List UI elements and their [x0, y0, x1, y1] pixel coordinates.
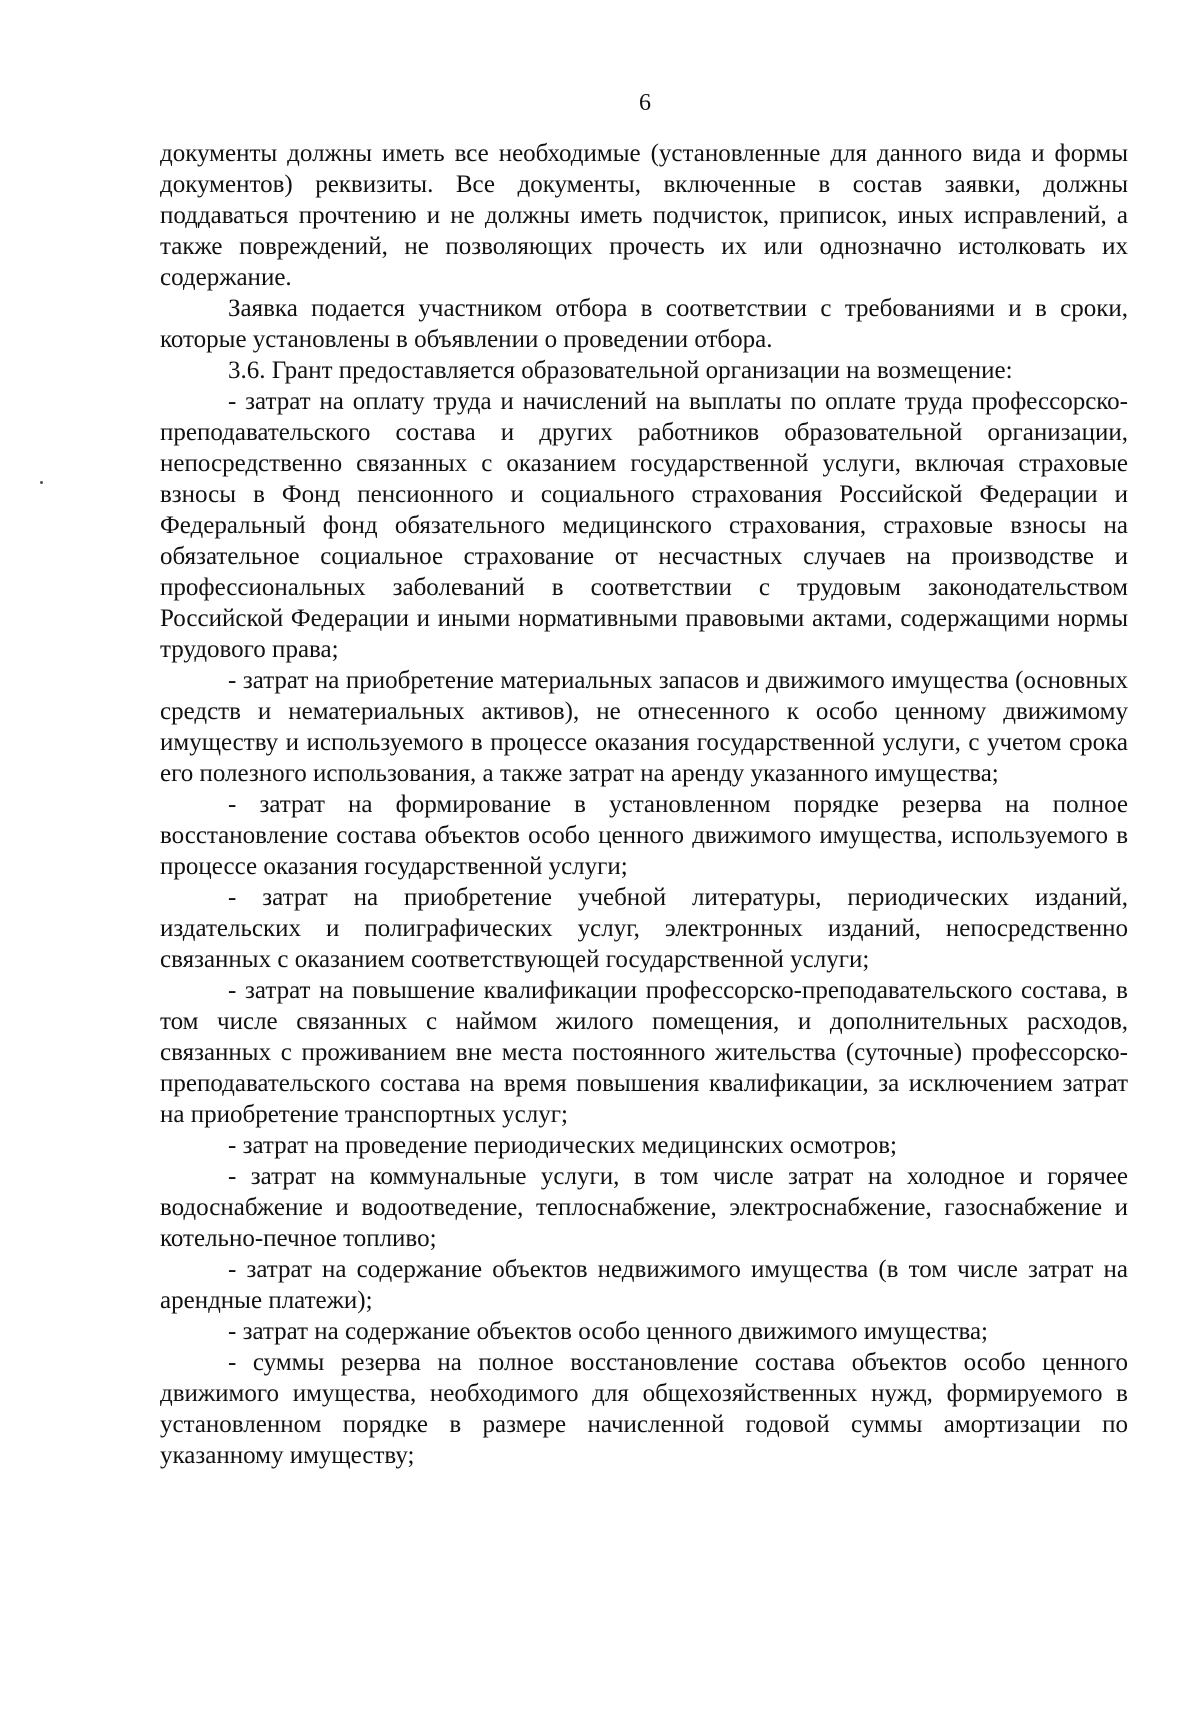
paragraph-section-3-6: 3.6. Грант предоставляется образовательной организации на возмещение:	[228, 357, 1013, 384]
paragraph-application-submission: Заявка подается участником отбора в соответствии с требованиями и в сроки, которые установлены в объявлении о проведении отбора.	[160, 295, 1128, 353]
list-item-real-estate-maintenance: - затрат на содержание объектов недвижимого имущества (в том числе затрат на арендные платежи);	[160, 1256, 1128, 1314]
list-item-valuable-property-maintenance: - затрат на содержание объектов особо ценного движимого имущества;	[228, 1318, 988, 1345]
list-item-qualification-improvement: - затрат на повышение квалификации профессорско-преподавательского состава, в том числе связанных с наймом жилого помещения, и дополнительных расходов, связанных с проживанием вне места постоянного жительства (суточные) профессорско-преподавательского состава на время повышения квалификации, за исключением затрат на приобретение транспортных услуг;	[160, 977, 1128, 1128]
list-item-restoration-reserve: - суммы резерва на полное восстановление состава объектов особо ценного движимого имущества, необходимого для общехозяйственных нужд, формируемого в установленном порядке в размере начисленной годовой суммы амортизации по указанному имуществу;	[160, 1349, 1128, 1469]
page-number: 6	[639, 90, 651, 116]
list-item-labor-costs: - затрат на оплату труда и начислений на выплаты по оплате труда профессорско-преподавательского состава и других работников образовательной организации, непосредственно связанных с оказанием государственной услуги, включая страховые взносы в Фонд пенсионного и социального страхования Российской Федерации и Федеральный фонд обязательного медицинского страхования, страховые взносы на обязательное социальное страхование от несчастных случаев на производстве и профессиональных заболеваний в соответствии с трудовым законодательством Российской Федерации и иными нормативными правовыми актами, содержащими нормы трудового права;	[160, 388, 1128, 663]
list-item-utilities: - затрат на коммунальные услуги, в том числе затрат на холодное и горячее водоснабжение и водоотведение, теплоснабжение, электроснабжение, газоснабжение и котельно-печное топливо;	[160, 1163, 1128, 1252]
list-item-educational-literature: - затрат на приобретение учебной литературы, периодических изданий, издательских и полиграфических услуг, электронных изданий, непосредственно связанных с оказанием соответствующей государственной услуги;	[160, 884, 1128, 973]
list-item-reserve-formation: - затрат на формирование в установленном порядке резерва на полное восстановление состава объектов особо ценного движимого имущества, используемого в процессе оказания государственной услуги;	[160, 791, 1128, 880]
paragraph-documents-requirements: документы должны иметь все необходимые (установленные для данного вида и формы документов) реквизиты. Все документы, включенные в состав заявки, должны поддаваться прочтению и не должны иметь подчисток, приписок, иных исправлений, а также повреждений, не позволяющих прочесть их или однозначно истолковать их содержание.	[160, 140, 1128, 291]
scan-speck	[40, 481, 43, 484]
list-item-medical-examinations: - затрат на проведение периодических медицинских осмотров;	[228, 1132, 897, 1159]
list-item-material-stocks: - затрат на приобретение материальных запасов и движимого имущества (основных средств и нематериальных активов), не отнесенного к особо ценному движимому имуществу и используемого в процессе оказания государственной услуги, с учетом срока его полезного использования, а также затрат на аренду указанного имущества;	[160, 667, 1128, 787]
document-body	[160, 138, 1128, 1471]
